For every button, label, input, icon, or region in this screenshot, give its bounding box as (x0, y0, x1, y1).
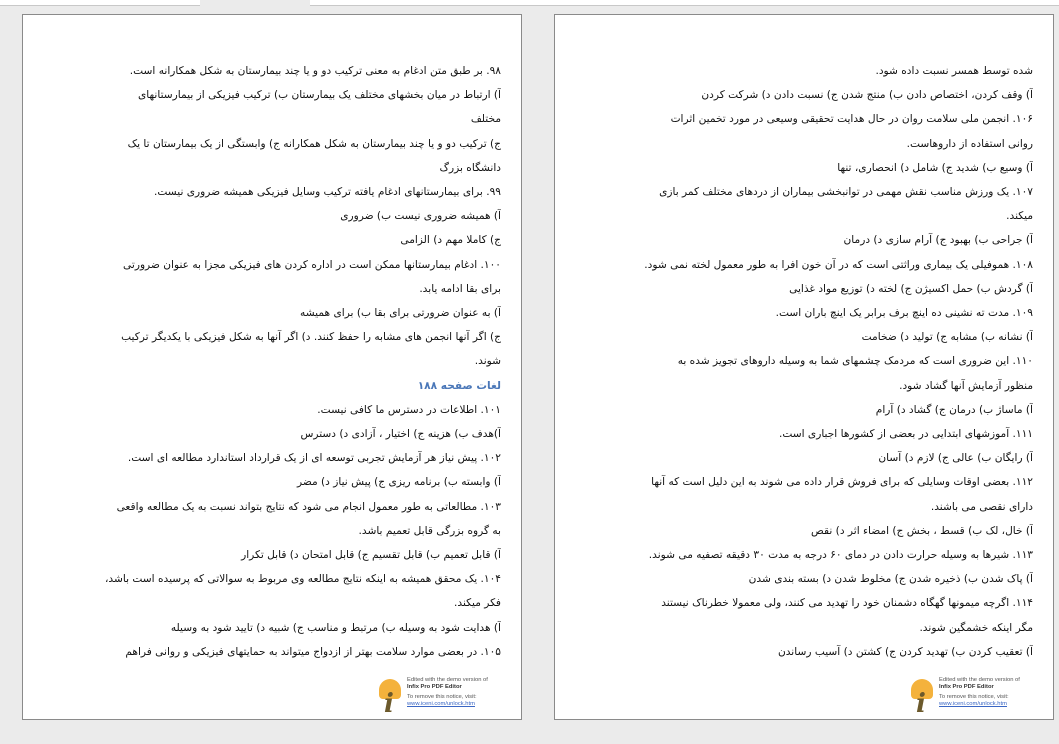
text-line: مختلف (470, 113, 501, 126)
text-line: ۱۱۲. بعضی اوقات وسایلی که برای فروش قرار داده می شوند به این دلیل است که آنها (651, 476, 1033, 489)
text-line: شوند. (474, 355, 501, 368)
text-line: منظور آزمایش آنها گشاد شود. (899, 379, 1033, 392)
text-line: آ) خال، لک ب) قسط ، بخش ج) امضاء اثر د) نقص (811, 524, 1033, 537)
text-line: آ) وابسته ب) برنامه ریزی ج) پیش نیاز د) مضر (296, 476, 501, 489)
section-heading: لغات صفحه ۱۸۸ (417, 379, 501, 392)
watermark-product: Infix Pro PDF Editor (407, 684, 462, 690)
watermark-text (939, 677, 1049, 708)
text-line: دانشگاه بزرگ (439, 161, 501, 174)
watermark-line: Edited with the demo version of (407, 677, 488, 683)
watermark-link[interactable]: www.iceni.com/unlock.htm (939, 701, 1007, 707)
text-line: به گروه بزرگی قابل تعمیم باشد. (358, 524, 501, 537)
infix-logo-icon: i (909, 677, 935, 717)
watermark-line: To remove this notice, visit: (407, 694, 477, 700)
text-line: ۱۰۴. یک محقق همیشه به اینکه نتایج مطالعه وی مربوط به سوالاتی که پرسیده است باشد، (105, 573, 501, 586)
text-line: آ) رایگان ب) عالی ج) لازم د) آسان (878, 452, 1033, 465)
watermark-line: Edited with the demo version of (939, 677, 1020, 683)
text-line: آ) تعقیب کردن ب) تهدید کردن ج) کشتن د) آسیب رساندن (777, 645, 1033, 658)
text-line: ج) ترکیب دو و یا چند بیمارستان به شکل همکارانه ج) وابستگی از یک بیمارستان تا یک (127, 137, 501, 150)
text-line: شده توسط همسر نسبت داده شود. (875, 65, 1033, 77)
text-line: ۱۰۲. پیش نیاز هر آزمایش تجربی توسعه ای از یک قرارداد استاندارد مطالعه ای است. (127, 452, 501, 465)
text-line: ۱۰۵. در بعضی موارد سلامت بهتر از ازدواج میتواند به حمایتهای فیزیکی و روانی فراهم (125, 645, 501, 658)
text-line: ۹۸. بر طبق متن ادغام به معنی ترکیب دو و یا چند بیمارستان به شکل همکارانه است. (129, 65, 501, 77)
text-line: آ) نشانه ب) مشابه ج) تولید د) ضخامت (861, 331, 1033, 344)
toolbar-edge-left (0, 0, 200, 6)
text-line: فکر میکند. (454, 597, 501, 610)
text-line: روانی استفاده از داروهاست. (906, 137, 1033, 150)
text-line: آ) جراحی ب) بهبود ج) آرام سازی د) درمان (843, 234, 1033, 247)
text-line: ۱۱۳. شیرها به وسیله حرارت دادن در دمای ۶۰ درجه به مدت ۳۰ دقیقه تصفیه می شوند. (648, 549, 1033, 562)
document-page-right (554, 14, 1054, 720)
text-line: ۱۰۳. مطالعاتی به طور معمول انجام می شود که نتایج بتواند نسبت به یک مطالعه واقعی (116, 500, 501, 513)
text-line: آ) همیشه ضروری نیست ب) ضروری (340, 210, 501, 223)
text-line: ۱۱۴. اگرچه میمونها گهگاه دشمنان خود را تهدید می کنند، ولی معمولا خطرناک نیستند (661, 597, 1033, 610)
text-line: آ) به عنوان ضرورتی برای بقا ب) برای همیشه (300, 307, 501, 320)
text-line: آ) ارتباط در میان بخشهای مختلف یک بیمارستان ب) ترکیب فیزیکی از بیمارستانهای (138, 89, 501, 102)
page-text-right (597, 59, 1033, 664)
text-line: ۱۰۸. هموفیلی یک بیماری وراثتی است که در آن خون افرا به طور معمول لخته نمی شود. (644, 258, 1033, 271)
infix-watermark[interactable] (909, 677, 1049, 717)
page-text-left (65, 59, 501, 664)
toolbar-edge-right (310, 0, 1059, 6)
text-line: ۱۱۰. این ضروری است که مردمک چشمهای شما به وسیله داروهای تجویز شده به (677, 355, 1033, 368)
document-page-left (22, 14, 522, 720)
text-line: آ) ماساژ ب) درمان ج) گشاد د) آرام (875, 403, 1033, 416)
text-line: آ) قابل تعمیم ب) قابل تقسیم ج) قابل امتحان د) قابل تکرار (241, 549, 501, 562)
text-line: آ) هدایت شود به وسیله ب) مرتبط و مناسب ج) شبیه د) تایید شود به وسیله (170, 621, 501, 634)
infix-logo-icon: i (377, 677, 403, 717)
text-line: آ) گردش ب) حمل اکسیژن ج) لخته د) توزیع مواد غذایی (789, 282, 1033, 295)
infix-watermark[interactable] (377, 677, 517, 717)
text-line: ج) کاملا مهم د) الزامی (400, 234, 501, 247)
text-line: مگر اینکه خشمگین شوند. (919, 621, 1033, 634)
text-line: ۱۱۱. آموزشهای ابتدایی در بعضی از کشورها اجباری است. (778, 428, 1033, 441)
text-line: ۱۰۰. ادغام بیمارستانها ممکن است در اداره کردن های فیزیکی مجزا به عنوان ضرورتی (123, 258, 501, 271)
text-line: میکند. (1006, 210, 1033, 223)
text-line: برای بقا ادامه یابد. (419, 282, 501, 295)
text-line: آ) پاک شدن ب) ذخیره شدن ج) مخلوط شدن د) بسته بندی شدن (748, 573, 1033, 586)
text-line: آ)هدف ب) هزینه ج) اختیار ، آزادی د) دسترس (300, 428, 501, 441)
text-line: ۱۰۱. اطلاعات در دسترس ما کافی نیست. (317, 403, 501, 416)
text-line: ۱۰۶. انجمن ملی سلامت روان در حال هدایت تحقیقی وسیعی در مورد تخمین اثرات (670, 113, 1033, 126)
watermark-text (407, 677, 517, 708)
text-line: ۱۰۹. مدت ته نشینی ده اینچ برف برابر یک اینچ باران است. (775, 307, 1033, 320)
text-line: ۱۰۷. یک ورزش مناسب نقش مهمی در توانبخشی بیماران از دردهای مختلف کمر بازی (659, 186, 1033, 199)
text-line: ج) اگر آنها انجمن های مشابه را حفظ کنند. د) اگر آنها به شکل فیزیکی با یکدیگر ترکیب (121, 331, 501, 344)
text-line: ۹۹. برای بیمارستانهای ادغام یافته ترکیب وسایل فیزیکی همیشه ضروری نیست. (154, 186, 501, 199)
text-line: دارای نقصی می باشند. (930, 500, 1033, 513)
watermark-link[interactable]: www.iceni.com/unlock.htm (407, 701, 475, 707)
watermark-line: To remove this notice, visit: (939, 694, 1009, 700)
watermark-product: Infix Pro PDF Editor (939, 684, 994, 690)
text-line: آ) وقف کردن، اختصاص دادن ب) منتج شدن ج) نسبت دادن د) شرکت کردن (701, 89, 1033, 102)
text-line: آ) وسیع ب) شدید ج) شامل د) انحصاری، تنها (837, 161, 1033, 174)
